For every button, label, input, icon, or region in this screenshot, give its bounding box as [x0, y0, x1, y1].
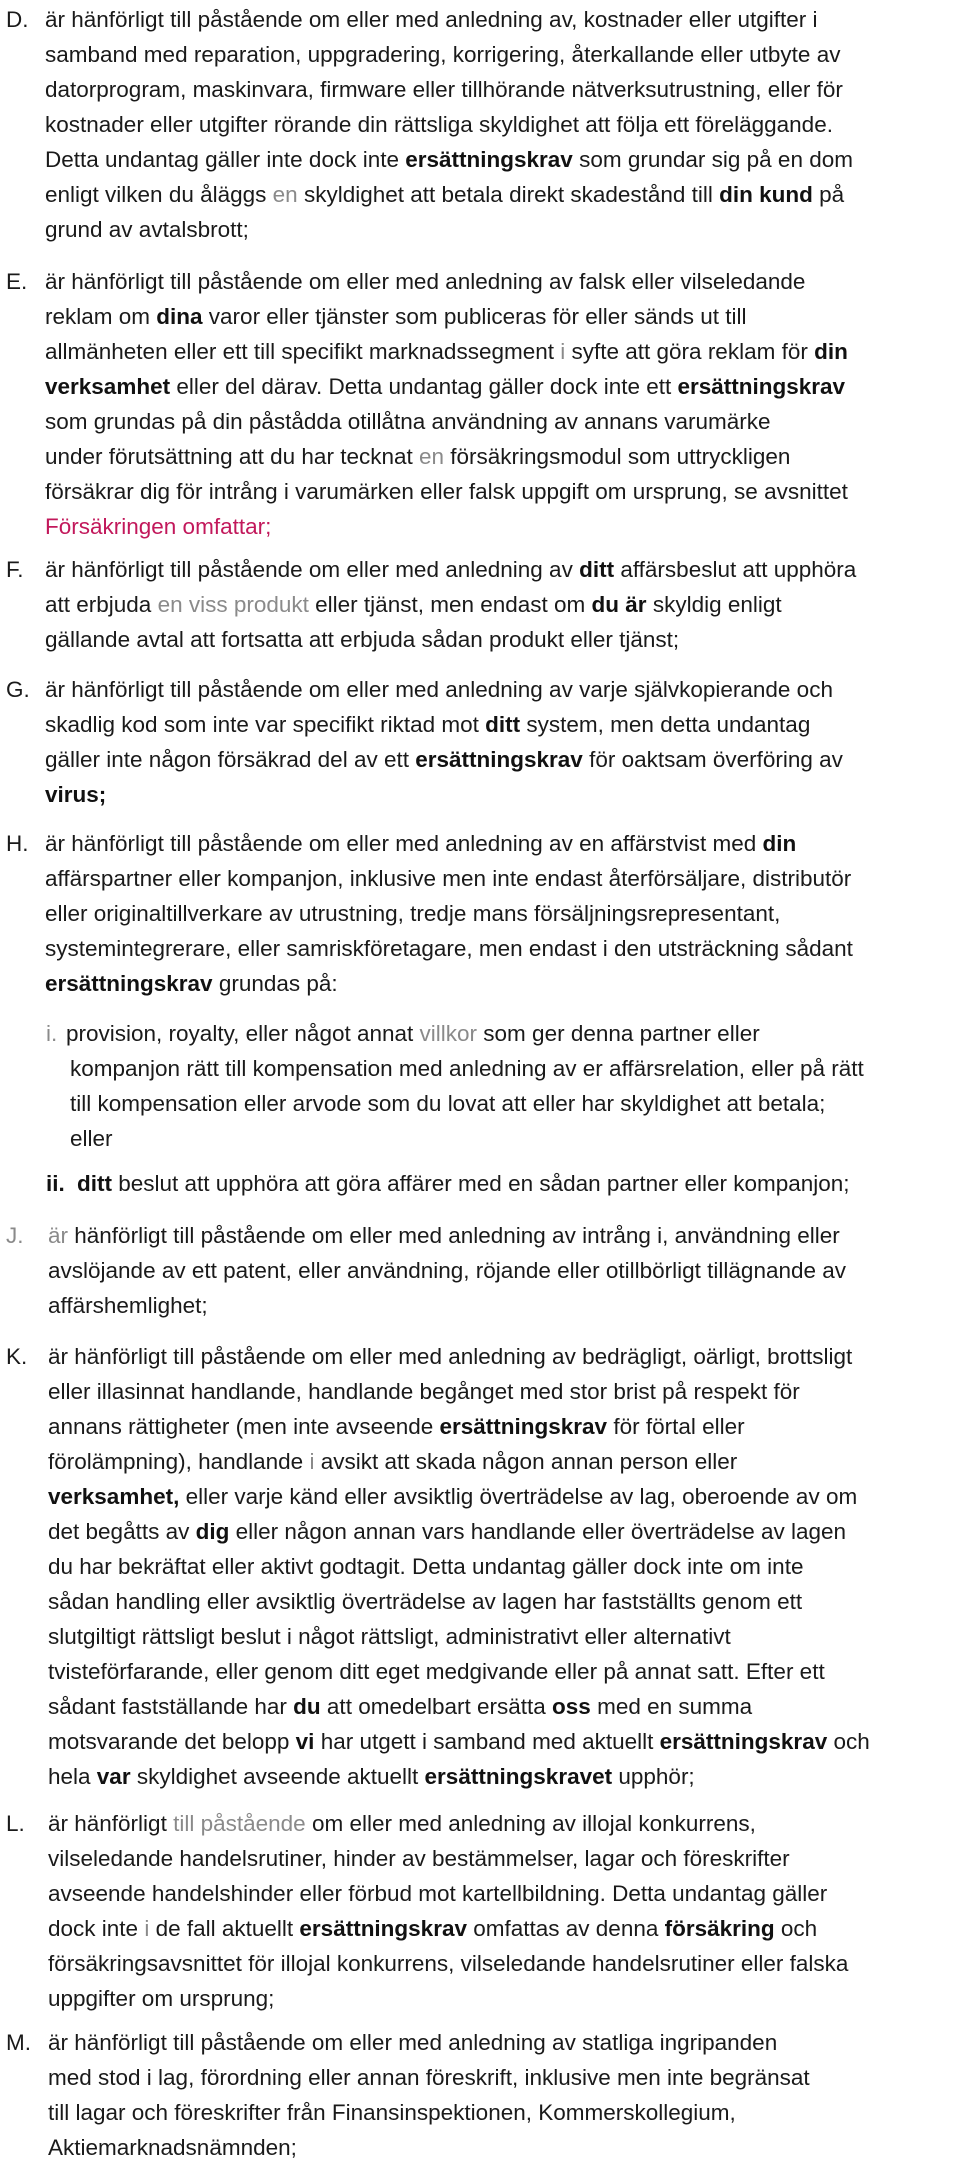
defined-term: du: [293, 1694, 321, 1719]
clause-text-line: är hänförligt till påstående om eller med anledning av statliga ingripanden: [48, 2030, 778, 2055]
clause-text-line: dock inte i de fall aktuellt ersättningskrav omfattas av denna försäkring och: [48, 1916, 818, 1941]
defined-term: dig: [195, 1519, 230, 1544]
clause-text-line: sådan handling eller avsiktlig överträdelse av lagen har fastställts genom ett: [48, 1589, 803, 1614]
defined-term: försäkring: [664, 1916, 775, 1941]
clause-text-line: kostnader eller utgifter rörande din rättsliga skyldighet att följa ett föreläggande.: [45, 112, 833, 137]
defined-term: verksamhet: [45, 374, 171, 399]
clause-text-line: är hänförligt till påstående om eller med anledning av illojal konkurrens,: [48, 1811, 756, 1836]
subclause-label: ii.: [46, 1171, 65, 1196]
defined-term: ersättningskrav: [299, 1916, 467, 1941]
clause-letter: H.: [6, 831, 29, 856]
clause-text-line: är hänförligt till påstående om eller med anledning av bedrägligt, oärligt, brottsligt: [48, 1344, 853, 1369]
clause-text-line: affärspartner eller kompanjon, inklusive men inte endast återförsäljare, distributör: [45, 866, 852, 891]
clause-letter: G.: [6, 677, 30, 702]
clause-letter: F.: [6, 557, 24, 582]
clause-text-line: med stod i lag, förordning eller annan föreskrift, inklusive men inte begränsat: [48, 2065, 810, 2090]
clause-text-line: kompanjon rätt till kompensation med anledning av er affärsrelation, eller på rätt: [70, 1056, 864, 1081]
defined-term: ersättningskravet: [424, 1764, 613, 1789]
section-reference-link[interactable]: Försäkringen omfattar;: [45, 514, 272, 539]
clause-text-line: reklam om dina varor eller tjänster som publiceras för eller sänds ut till: [45, 304, 747, 329]
muted-text: i: [309, 1449, 315, 1474]
defined-term: var: [96, 1764, 131, 1789]
clause-text-line: ditt beslut att upphöra att göra affärer med en sådan partner eller kompanjon;: [77, 1171, 850, 1196]
clause-text-line: är hänförligt till påstående om eller med anledning av ditt affärsbeslut att upphöra: [45, 557, 857, 582]
defined-term: oss: [552, 1694, 591, 1719]
muted-text: i: [560, 339, 566, 364]
clause-text-line: tvisteförfarande, eller genom ditt eget medgivande eller på annat satt. Efter ett: [48, 1659, 825, 1684]
clause-text-line: avseende handelshinder eller förbud mot kartellbildning. Detta undantag gäller: [48, 1881, 828, 1906]
clause-letter: E.: [6, 269, 28, 294]
muted-text: villkor: [419, 1021, 478, 1046]
defined-term: din kund: [719, 182, 813, 207]
clause-text-line: hela var skyldighet avseende aktuellt ersättningskravet upphör;: [48, 1764, 695, 1789]
clause-text-line: under förutsättning att du har tecknat en försäkringsmodul som uttryckligen: [45, 444, 791, 469]
clause-text-line: systemintegrerare, eller samriskföretagare, men endast i den utsträckning sådant: [45, 936, 853, 961]
clause-text-line: verksamhet eller del därav. Detta undantag gäller dock inte ett ersättningskrav: [45, 374, 846, 399]
defined-term: ditt: [485, 712, 521, 737]
subclause-label: i.: [46, 1021, 58, 1046]
defined-term: din: [814, 339, 848, 364]
clause-text-line: eller: [70, 1126, 113, 1151]
clause-text-line: är hänförligt till påstående om eller med anledning av, kostnader eller utgifter i: [45, 7, 818, 32]
clause-text-line: är hänförligt till påstående om eller med anledning av falsk eller vilseledande: [45, 269, 806, 294]
clause-text-line: att erbjuda en viss produkt eller tjänst, men endast om du är skyldig enligt: [45, 592, 782, 617]
clause-letter: J.: [6, 1223, 24, 1248]
clause-text-line: förolämpning), handlande i avsikt att skada någon annan person eller: [48, 1449, 738, 1474]
clause-text-line: försäkrar dig för intrång i varumärken eller falsk uppgift om ursprung, se avsnittet: [45, 479, 848, 504]
clause-text-line: uppgifter om ursprung;: [48, 1986, 275, 2011]
defined-term: ersättningskrav: [405, 147, 573, 172]
defined-term: ersättningskrav: [415, 747, 583, 772]
defined-term: vi: [295, 1729, 315, 1754]
clause-text-line: sådant fastställande har du att omedelbart ersätta oss med en summa: [48, 1694, 753, 1719]
defined-term: dina: [156, 304, 203, 329]
clause-text-line: eller illasinnat handlande, handlande begånget med stor brist på respekt för: [48, 1379, 800, 1404]
clause-letter: K.: [6, 1344, 28, 1369]
clause-text-line: affärshemlighet;: [48, 1293, 208, 1318]
defined-term: virus;: [45, 782, 107, 807]
clause-text-line: till lagar och föreskrifter från Finansinspektionen, Kommerskollegium,: [48, 2100, 736, 2125]
defined-term: ditt: [77, 1171, 112, 1196]
defined-term: ersättningskrav: [45, 971, 213, 996]
defined-term: ditt: [579, 557, 615, 582]
clause-text-line: verksamhet, eller varje känd eller avsiktlig överträdelse av lag, oberoende av om: [48, 1484, 858, 1509]
clause-text-line: gällande avtal att fortsatta att erbjuda sådan produkt eller tjänst;: [45, 627, 680, 652]
clause-letter: M.: [6, 2030, 31, 2055]
clause-text-line: gäller inte någon försäkrad del av ett ersättningskrav för oaktsam överföring av: [45, 747, 843, 772]
defined-term: ersättningskrav: [677, 374, 846, 399]
clause-text-line: ersättningskrav grundas på:: [45, 971, 338, 996]
clause-text-line: till kompensation eller arvode som du lovat att eller har skyldighet att betala;: [70, 1091, 826, 1116]
muted-text: en: [419, 444, 445, 469]
defined-term: du är: [591, 592, 647, 617]
clause-text-line: skadlig kod som inte var specifikt riktad mot ditt system, men detta undantag: [45, 712, 811, 737]
clause-text-line: vilseledande handelsrutiner, hinder av bestämmelser, lagar och föreskrifter: [48, 1846, 790, 1871]
clause-text-line: slutgiltigt rättsligt beslut i något rättsligt, administrativt eller alternativt: [48, 1624, 731, 1649]
clause-text-line: det begåtts av dig eller någon annan vars handlande eller överträdelse av lagen: [48, 1519, 847, 1544]
clause-text-line: enligt vilken du åläggs en skyldighet att betala direkt skadestånd till din kund på: [45, 182, 845, 207]
clause-text-line: annans rättigheter (men inte avseende ersättningskrav för förtal eller: [48, 1414, 745, 1439]
clause-text-line: eller originaltillverkare av utrustning, tredje mans försäljningsrepresentant,: [45, 901, 781, 926]
clause-text-line: är hänförligt till påstående om eller med anledning av intrång i, användning eller: [48, 1223, 840, 1248]
clause-text-line: Aktiemarknadsnämnden;: [48, 2135, 297, 2160]
clause-text-line: datorprogram, maskinvara, firmware eller tillhörande nätverksutrustning, eller för: [45, 77, 843, 102]
muted-text: är: [48, 1223, 69, 1248]
clause-text-line: samband med reparation, uppgradering, korrigering, återkallande eller utbyte av: [45, 42, 841, 67]
clause-text-line: försäkringsavsnittet för illojal konkurrens, vilseledande handelsrutiner eller falska: [48, 1951, 849, 1976]
defined-term: ersättningskrav: [659, 1729, 828, 1754]
clause-text-line: grund av avtalsbrott;: [45, 217, 249, 242]
clause-letter: D.: [6, 7, 29, 32]
clause-text-line: du har bekräftat eller aktivt godtagit. Detta undantag gäller dock inte om inte: [48, 1554, 804, 1579]
clause-text-line: avslöjande av ett patent, eller användning, röjande eller otillbörligt tillägnande av: [48, 1258, 847, 1283]
clause-text-line: provision, royalty, eller något annat villkor som ger denna partner eller: [66, 1021, 760, 1046]
clause-letter: L.: [6, 1811, 25, 1836]
muted-text: en: [272, 182, 298, 207]
clause-text-line: allmänheten eller ett till specifikt marknadssegment i syfte att göra reklam för din: [45, 339, 848, 364]
clause-text-line: Detta undantag gäller inte dock inte ersättningskrav som grundar sig på en dom: [45, 147, 853, 172]
muted-text: till påstående: [173, 1811, 306, 1836]
clause-text-line: som grundas på din påstådda otillåtna användning av annans varumärke: [45, 409, 771, 434]
defined-term: din: [762, 831, 797, 856]
muted-text: en viss produkt: [157, 592, 309, 617]
clause-text-line: är hänförligt till påstående om eller med anledning av en affärstvist med din: [45, 831, 797, 856]
clause-text-line: är hänförligt till påstående om eller med anledning av varje självkopierande och: [45, 677, 833, 702]
defined-term: ersättningskrav: [439, 1414, 608, 1439]
defined-term: verksamhet,: [48, 1484, 180, 1509]
clause-text-line: motsvarande det belopp vi har utgett i samband med aktuellt ersättningskrav och: [48, 1729, 870, 1754]
muted-text: i: [144, 1916, 150, 1941]
